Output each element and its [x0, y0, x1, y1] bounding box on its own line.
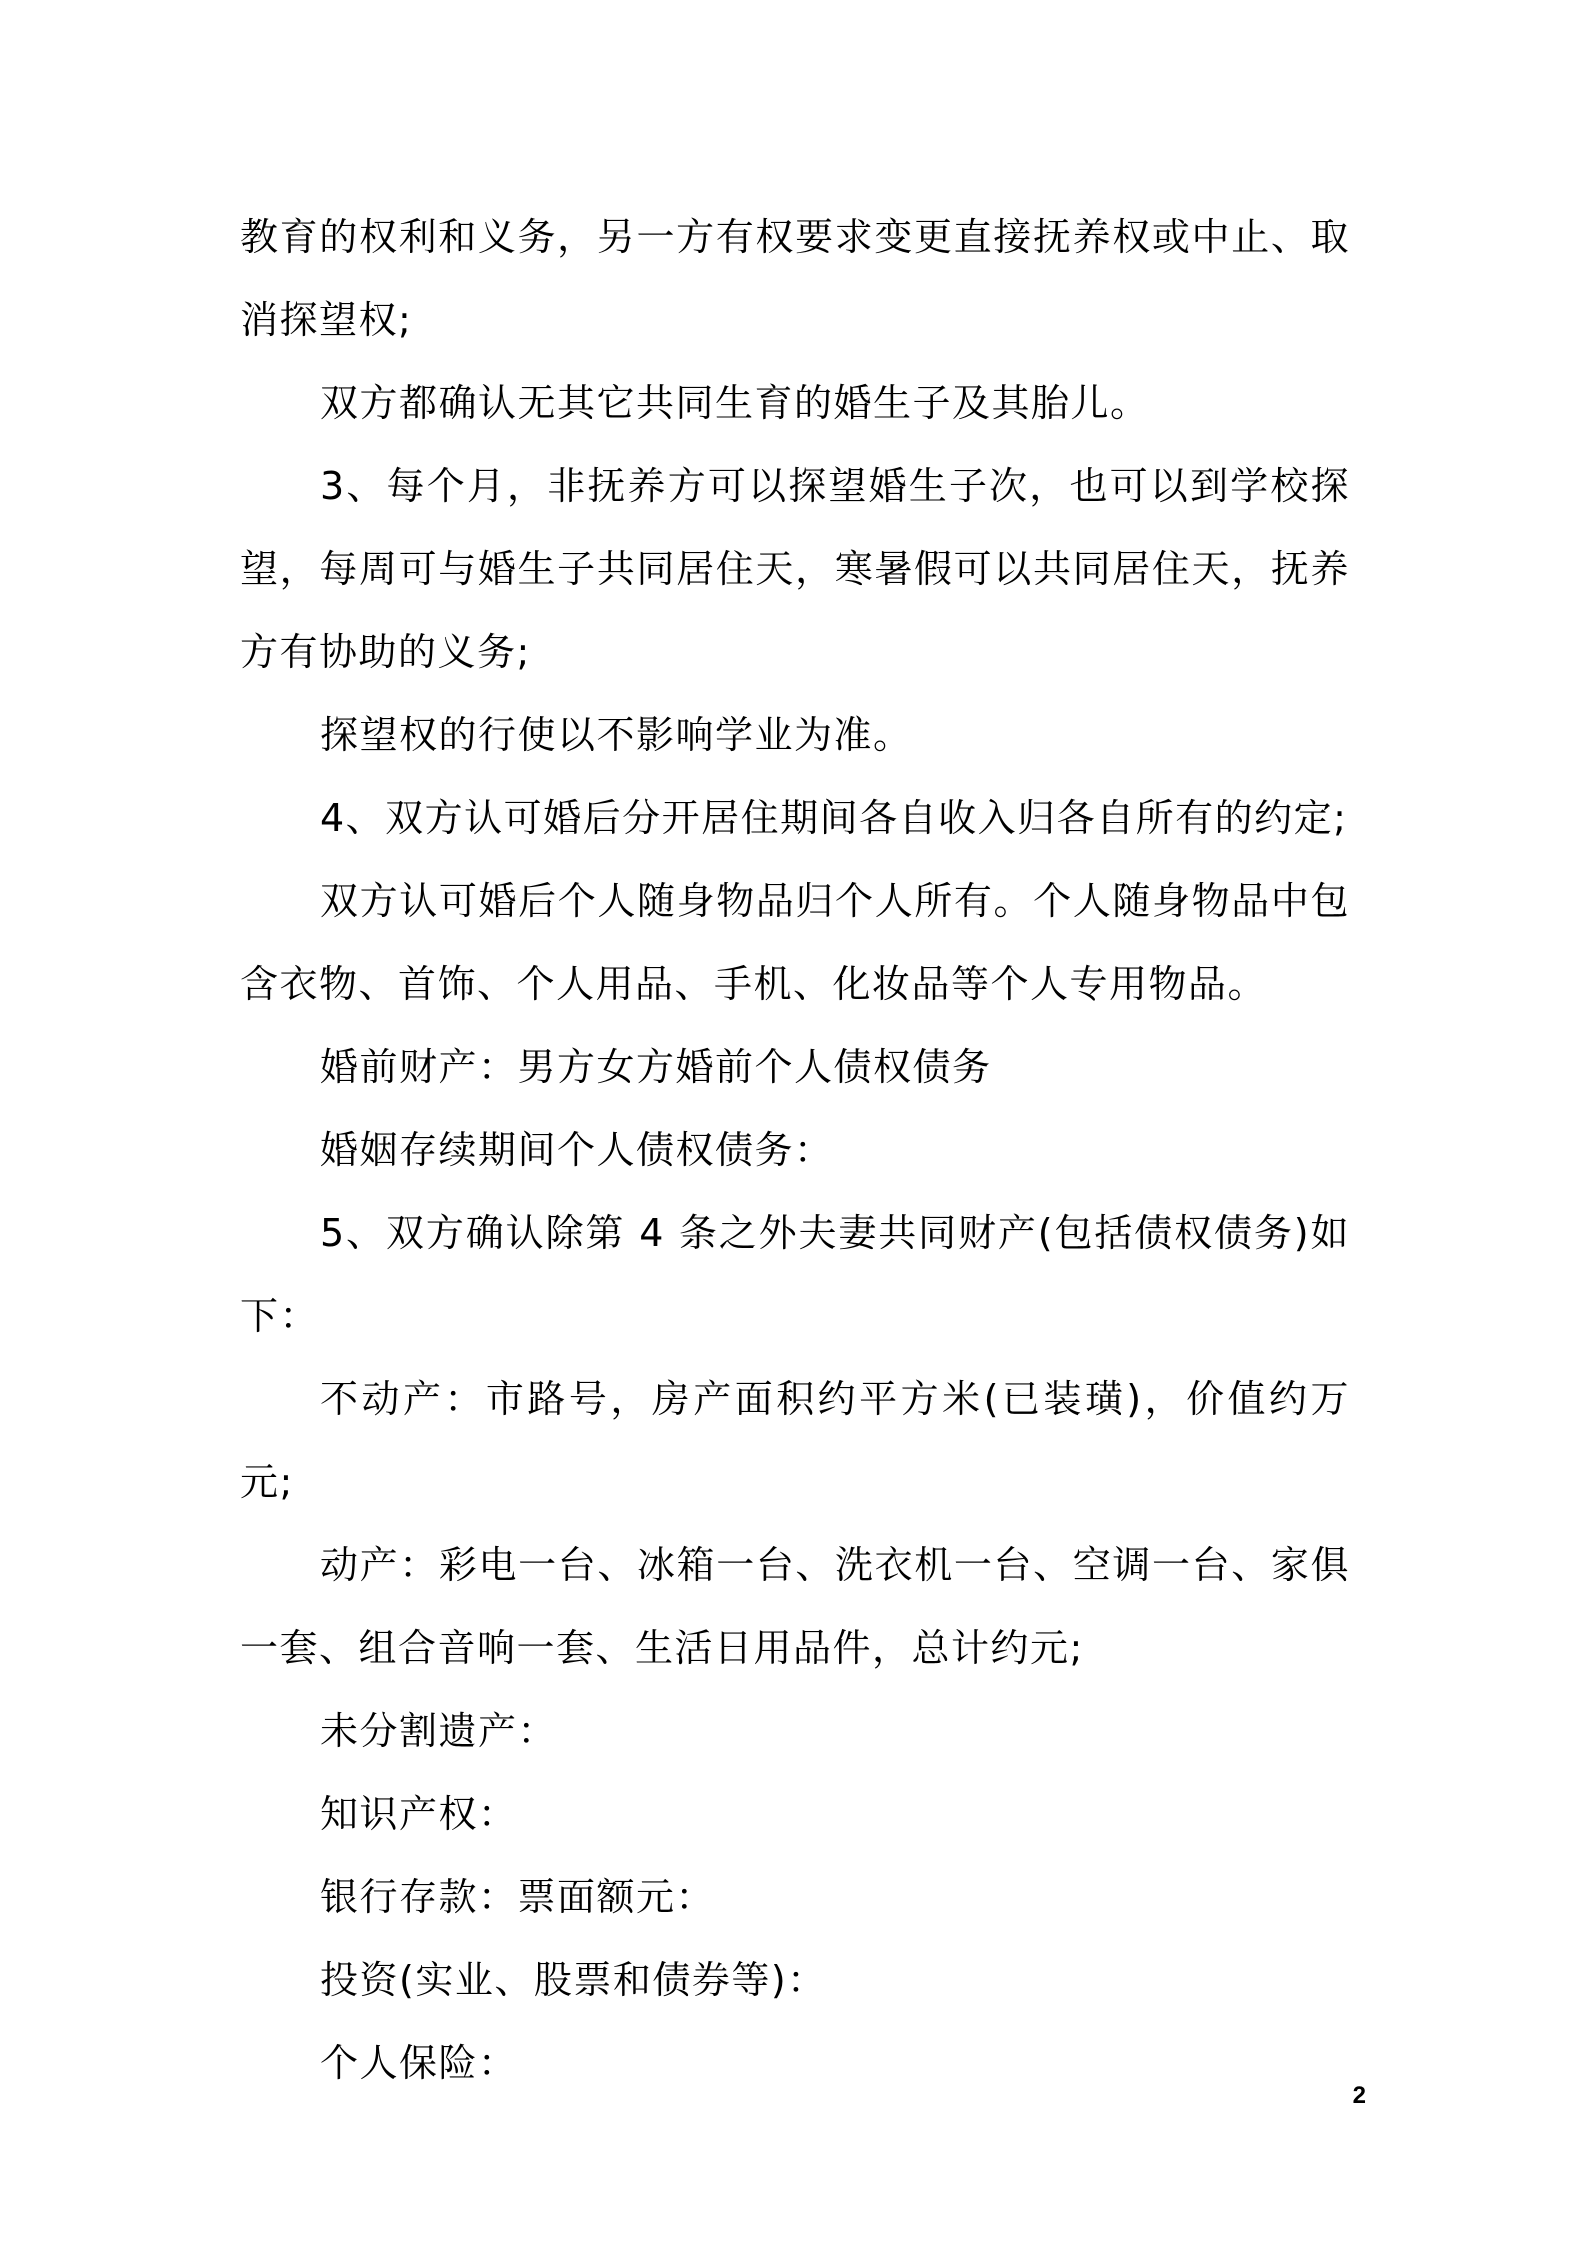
paragraph-marriage-period-debts: 婚姻存续期间个人债权债务： — [320, 1128, 834, 1172]
paragraph-undivided-inheritance: 未分割遗产： — [320, 1709, 558, 1753]
paragraph-clause-5-joint-property: 5、双方确认除第 4 条之外夫妻共同财产(包括债权债务)如下： — [240, 1211, 1350, 1338]
paragraph-visitation-condition: 探望权的行使以不影响学业为准。 — [320, 713, 913, 757]
paragraph-premarital-property: 婚前财产：男方女方婚前个人债权债务 — [320, 1045, 992, 1089]
paragraph-investments: 投资(实业、股票和债券等)： — [320, 1958, 827, 2002]
paragraph-personal-insurance: 个人保险： — [320, 2041, 518, 2085]
paragraph-intellectual-property: 知识产权： — [320, 1792, 518, 1836]
page-number: 2 — [1352, 2082, 1366, 2109]
document-body — [240, 196, 1350, 2105]
paragraph-clause-4-income: 4、双方认可婚后分开居住期间各自收入归各自所有的约定; — [320, 796, 1348, 840]
paragraph-clause-3-visitation: 3、每个月，非抚养方可以探望婚生子次，也可以到学校探望，每周可与婚生子共同居住天，寒暑假可以共同居住天，抚养方有协助的义务; — [240, 464, 1350, 674]
paragraph-bank-deposits: 银行存款：票面额元： — [320, 1875, 716, 1919]
paragraph-real-estate: 不动产：市路号，房产面积约平方米(已装璜)，价值约万元; — [240, 1377, 1350, 1504]
paragraph-no-other-children: 双方都确认无其它共同生育的婚生子及其胎儿。 — [320, 381, 1150, 425]
paragraph-personal-belongings: 双方认可婚后个人随身物品归个人所有。个人随身物品中包含衣物、首饰、个人用品、手机、化妆品等个人专用物品。 — [240, 879, 1350, 1006]
paragraph-continued-custody-clause: 教育的权利和义务，另一方有权要求变更直接抚养权或中止、取消探望权; — [240, 215, 1350, 342]
paragraph-movable-property: 动产：彩电一台、冰箱一台、洗衣机一台、空调一台、家俱一套、组合音响一套、生活日用品件，总计约元; — [240, 1543, 1350, 1670]
